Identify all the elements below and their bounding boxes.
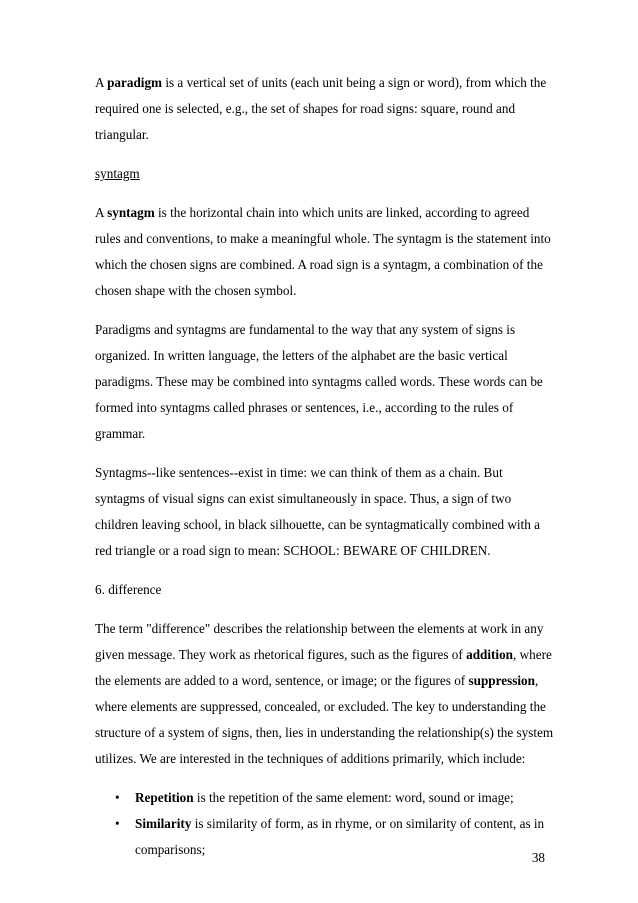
paragraph-text: A: [95, 75, 108, 90]
difference-paragraph: [95, 616, 555, 772]
paragraph-text: , where elements are suppressed, concealed, or excluded. The key to understanding the structure of a system of signs, then, lies in understanding the relationship(s) the system utilizes. We are interested in the techniques of additions primarily, which include:: [95, 673, 554, 766]
syntagms-time-paragraph: Syntagms--like sentences--exist in time: we can think of them as a chain. But syntagms of visual signs can exist simultaneously in space. Thus, a sign of two children leaving school, in black silhouette, can be syntagmatically combined with a red triangle or a road sign to mean: SCHOOL: BEWARE OF CHILDREN.: [95, 465, 540, 558]
term-paradigm: paradigm: [107, 75, 163, 90]
paragraph-text: is the horizontal chain into which units are linked, according to agreed rules and conventions, to make a meaningful whole. The syntagm is the statement into which the chosen signs are combined. A road sign is a syntagm, a combination of the chosen shape with the chosen symbol.: [95, 205, 551, 298]
list-item-similarity: [95, 811, 555, 863]
syntagm-paragraph: [95, 200, 555, 304]
term-suppression: suppression: [468, 673, 535, 688]
bullet-icon: •: [115, 816, 120, 831]
paragraph-text: The term "difference" describes the relationship between the elements at work in any given message. They work as rhetorical figures, such as the figures of: [95, 621, 544, 662]
techniques-list: [95, 785, 555, 863]
difference-heading: 6. difference: [95, 582, 162, 597]
page-number: 38: [531, 850, 545, 865]
paradigm-paragraph: [95, 70, 555, 148]
term-addition: addition: [466, 647, 514, 662]
paradigms-syntagms-paragraph: Paradigms and syntagms are fundamental to the way that any system of signs is organized. In written language, the letters of the alphabet are the basic vertical paradigms. These may be combined into syntagms called words. These words can be formed into syntagms called phrases or sentences, i.e., according to the rules of grammar.: [95, 322, 543, 441]
bullet-icon: •: [115, 790, 120, 805]
term-similarity: Similarity: [135, 816, 192, 831]
paragraph-text: , where the elements are added to a word, sentence, or image; or the figures of: [95, 647, 552, 688]
syntagm-heading: syntagm: [95, 166, 140, 181]
term-repetition: Repetition: [135, 790, 194, 805]
list-item-text: is similarity of form, as in rhyme, or on similarity of content, as in comparisons;: [135, 816, 545, 857]
list-item-text: is the repetition of the same element: word, sound or image;: [193, 790, 514, 805]
paragraph-text: is a vertical set of units (each unit being a sign or word), from which the required one is selected, e.g., the set of shapes for road signs: square, round and triangular.: [95, 75, 547, 142]
page-body: [95, 70, 555, 863]
list-item-repetition: [95, 785, 555, 811]
term-syntagm: syntagm: [107, 205, 155, 220]
paragraph-text: A: [95, 205, 108, 220]
